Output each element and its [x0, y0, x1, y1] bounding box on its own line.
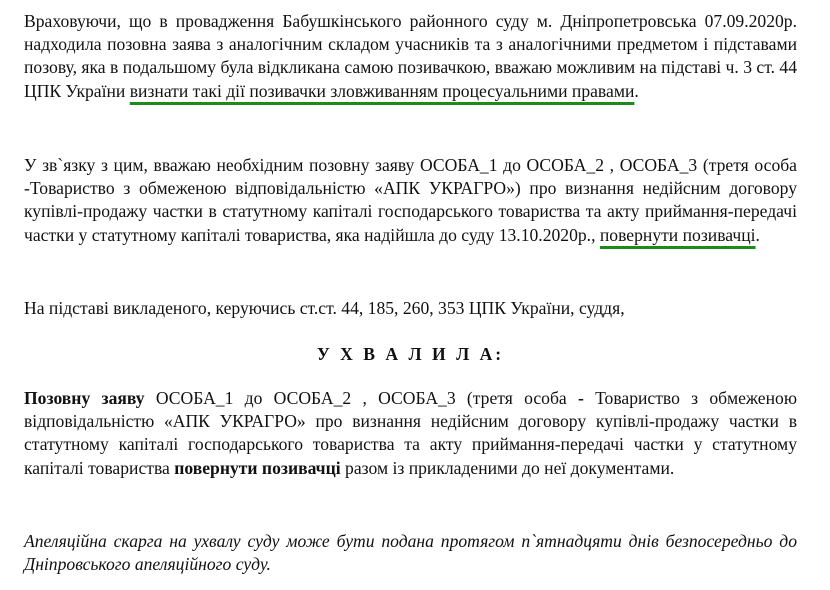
return-to-plaintiff-bold: повернути позивачці — [174, 457, 341, 478]
paragraph-return-decision — [24, 154, 797, 247]
ruling-heading: У Х В А Л И Л А: — [316, 344, 505, 364]
highlighted-return-to-plaintiff: повернути позивачці — [599, 224, 756, 245]
paragraph-return-decision-text: У зв`язку з цим, вважаю необхідним позовну заяву ОСОБА_1 до ОСОБА_2 , ОСОБА_3 (третя особа -Товариство з обмеженою відповідальністю «АПК УКРАГРО») про визнання недійсним договору купівлі-продажу частки в статутному капіталі господарського товариства та акту приймання-передачі частки у статутному капіталі товариства, яка надійшла до суду 13.10.2020р., — [24, 155, 797, 245]
paragraph-considering — [24, 10, 797, 103]
highlighted-abuse-finding: визнати такі дії позивачки зловживанням процесуальними правами — [129, 80, 635, 101]
paragraph-legal-basis: На підставі викладеного, керуючись ст.ст. 44, 185, 260, 353 ЦПК України, суддя, — [24, 298, 625, 318]
ruling-text-part3: разом із прикладеними до неї документами. — [340, 457, 675, 478]
appeal-notice: Апеляційна скарга на ухвалу суду може бути подана протягом п`ятнадцяти днів безпосередньо до Дніпровського апеляційного суду. — [24, 531, 797, 575]
statement-of-claim-label: Позовну заяву — [24, 388, 145, 408]
dash: - — [577, 388, 584, 408]
period: . — [634, 80, 639, 101]
paragraph-considering-text: Враховуючи, що в провадження Бабушкінського районного суду м. Дніпропетровська 07.09.2020р. надходила позовна заява з аналогічним складом учасників та з аналогічними предметом і підставами позову, яка в подальшому була відкликана самою позивачкою, вважаю можливим на підставі ч. 3 ст. 44 ЦПК України — [24, 11, 797, 101]
period: . — [755, 224, 760, 245]
ruling-text-part2: Товариство з обмеженою відповідальністю «АПК УКРАГРО» про визнання недійсним договору купівлі-продажу частки в статутному капіталі господарського товариства та акту приймання-передачі частки у статутному капіталі товариства — [24, 388, 797, 478]
ruling-text-part1: ОСОБА_1 до ОСОБА_2 , ОСОБА_3 (третя особа — [144, 388, 578, 408]
paragraph-ruling — [24, 387, 797, 480]
